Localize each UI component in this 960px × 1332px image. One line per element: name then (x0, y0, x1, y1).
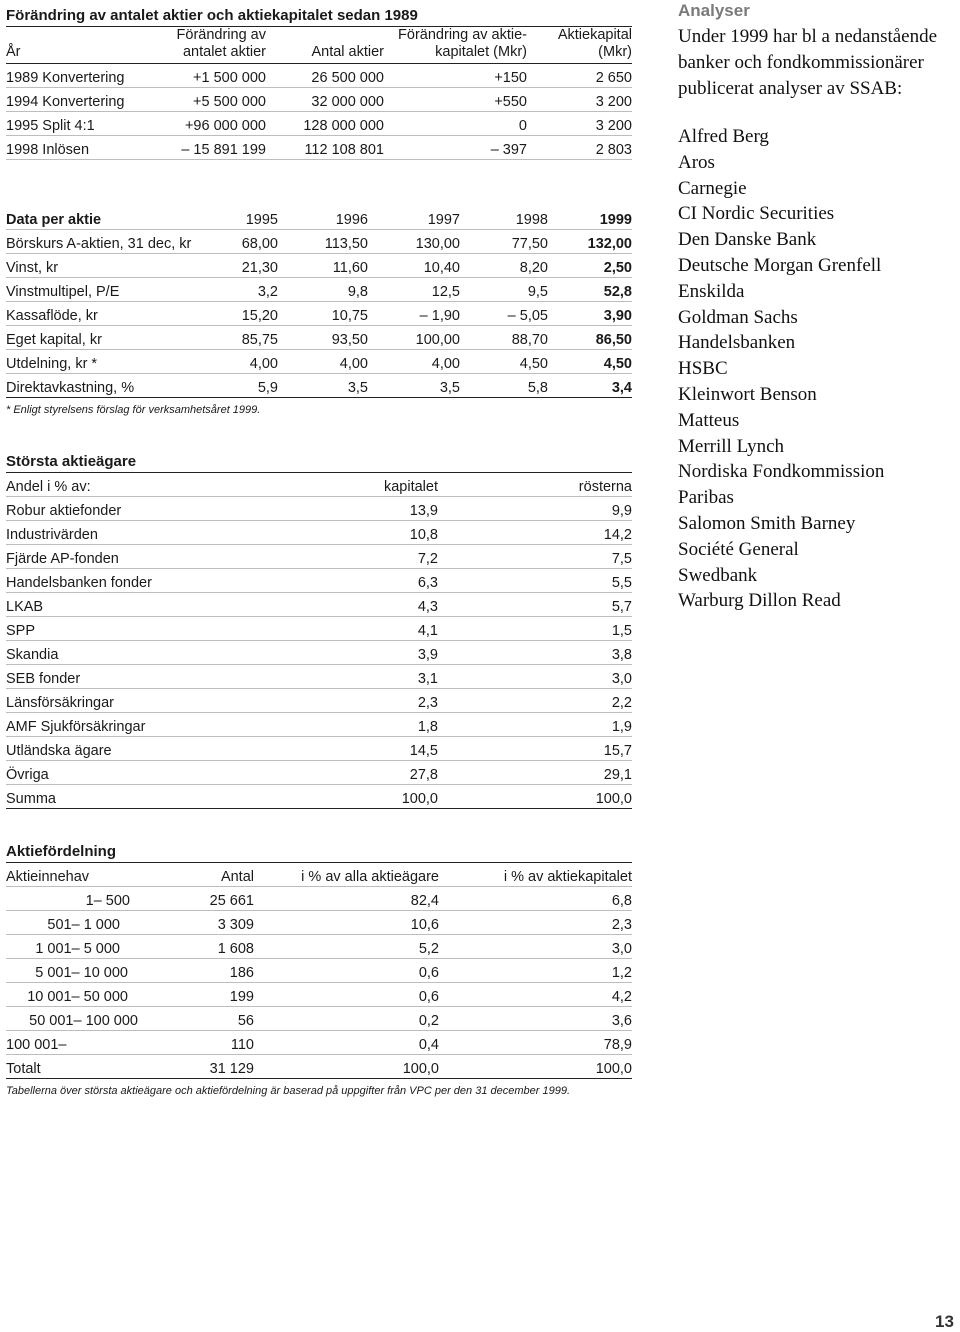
cell: Övriga (6, 761, 306, 785)
cell: Länsförsäkringar (6, 689, 306, 713)
cell: 15,20 (226, 302, 278, 326)
cell: 10,75 (278, 302, 368, 326)
per-share-table (6, 206, 632, 398)
cell: 0,6 (254, 959, 439, 983)
cell: 199 (156, 983, 254, 1007)
cell: 3 200 (527, 112, 632, 136)
bank-list (678, 124, 960, 614)
distribution-section (6, 842, 632, 1097)
list-item: Matteus (678, 409, 740, 431)
cell: 13,9 (306, 497, 438, 521)
cell: 29,1 (438, 761, 632, 785)
cell: 10,6 (254, 911, 439, 935)
table-row (6, 617, 632, 641)
list-item: Deutsche Morgan Grenfell (678, 254, 882, 276)
cell: 100,0 (306, 785, 438, 809)
cell: 1995 Split 4:1 (6, 112, 156, 136)
cell: 112 108 801 (266, 136, 384, 160)
header-num-shares: Antal aktier (266, 27, 384, 64)
table-row (6, 545, 632, 569)
list-item: Swedbank (678, 564, 758, 586)
table-row (6, 593, 632, 617)
cell: 82,4 (254, 887, 439, 911)
cell: 4,00 (278, 350, 368, 374)
cell: 4,1 (306, 617, 438, 641)
table-row (6, 350, 632, 374)
cell: 4,50 (460, 350, 548, 374)
cell: 85,75 (226, 326, 278, 350)
cell: 25 661 (156, 887, 254, 911)
cell: 8,20 (460, 254, 548, 278)
cell: 2,3 (439, 911, 632, 935)
shareholders-table (6, 473, 632, 809)
cell: 128 000 000 (266, 112, 384, 136)
list-item: Paribas (678, 487, 734, 509)
table-row (6, 1055, 632, 1079)
distribution-table (6, 863, 632, 1079)
per-share-header (6, 206, 632, 230)
shareholders-header (6, 473, 632, 497)
table-row (6, 761, 632, 785)
share-changes-section (6, 6, 632, 160)
cell: 15,7 (438, 737, 632, 761)
cell: 1998 Inlösen (6, 136, 156, 160)
cell: 68,00 (226, 230, 278, 254)
table-row (6, 521, 632, 545)
header-change-shares: Förändring av antalet aktier (156, 27, 266, 64)
cell: Industrivärden (6, 521, 306, 545)
header-capital: kapitalet (306, 473, 438, 497)
cell: 5,2 (254, 935, 439, 959)
table-row (6, 641, 632, 665)
cell: 100,0 (439, 1055, 632, 1079)
cell: 78,9 (439, 1031, 632, 1055)
header-year: År (6, 27, 156, 64)
cell: 2,50 (548, 254, 632, 278)
per-share-footnote: * Enligt styrelsens förslag för verksamhetsåret 1999. (6, 404, 261, 416)
cell: Skandia (6, 641, 306, 665)
table-row (6, 1007, 632, 1031)
header-change-capital: Förändring av aktie- kapitalet (Mkr) (384, 27, 527, 64)
cell: 12,5 (368, 278, 460, 302)
year-header: 1998 (460, 206, 548, 230)
cell: – 5,05 (460, 302, 548, 326)
table-row (6, 497, 632, 521)
cell: Totalt (6, 1055, 156, 1079)
table-row (6, 1031, 632, 1055)
cell: Vinst, kr (6, 254, 226, 278)
cell: Utdelning, kr * (6, 350, 226, 374)
table-row (6, 887, 632, 911)
table-row (6, 254, 632, 278)
list-item: Alfred Berg (678, 126, 769, 147)
list-item: Nordiska Fondkommission (678, 461, 885, 483)
cell: 88,70 (460, 326, 548, 350)
shareholders-title: Största aktieägare (6, 451, 632, 473)
cell: Eget kapital, kr (6, 326, 226, 350)
cell: Fjärde AP-fonden (6, 545, 306, 569)
cell: 26 500 000 (266, 64, 384, 88)
table-row (6, 713, 632, 737)
cell: 100 001– (6, 1031, 156, 1055)
cell: 14,2 (438, 521, 632, 545)
cell: 3,1 (306, 665, 438, 689)
list-item: Enskilda (678, 280, 745, 302)
list-item: Handelsbanken (678, 332, 796, 354)
table-row (6, 689, 632, 713)
cell: Kassaflöde, kr (6, 302, 226, 326)
cell: Direktavkastning, % (6, 374, 226, 398)
year-header: 1997 (368, 206, 460, 230)
table-row (6, 911, 632, 935)
cell: 0,6 (254, 983, 439, 1007)
table-row (6, 665, 632, 689)
cell: 3,0 (439, 935, 632, 959)
cell: 3,5 (278, 374, 368, 398)
cell: 10 001– 50 000 (6, 983, 156, 1007)
list-item: Salomon Smith Barney (678, 512, 856, 534)
cell: 100,0 (254, 1055, 439, 1079)
cell: 1,5 (438, 617, 632, 641)
cell: +550 (384, 88, 527, 112)
cell: 56 (156, 1007, 254, 1031)
cell: 7,5 (438, 545, 632, 569)
cell: 27,8 (306, 761, 438, 785)
cell: 0,4 (254, 1031, 439, 1055)
share-changes-table (6, 26, 632, 160)
list-item: Warburg Dillon Read (678, 590, 841, 612)
cell: Handelsbanken fonder (6, 569, 306, 593)
cell: Summa (6, 785, 306, 809)
cell: 3,6 (439, 1007, 632, 1031)
cell: +1 500 000 (156, 64, 266, 88)
cell: Vinstmultipel, P/E (6, 278, 226, 302)
cell: 9,9 (438, 497, 632, 521)
cell: 1 608 (156, 935, 254, 959)
cell: 0,2 (254, 1007, 439, 1031)
cell: 1,9 (438, 713, 632, 737)
cell: 100,00 (368, 326, 460, 350)
list-item: Kleinwort Benson (678, 383, 817, 405)
cell: 5,9 (226, 374, 278, 398)
cell: 0 (384, 112, 527, 136)
cell: SPP (6, 617, 306, 641)
header-holding: Aktieinnehav (6, 863, 156, 887)
cell: 1 001– 5 000 (6, 935, 156, 959)
cell: 7,2 (306, 545, 438, 569)
cell: 52,8 (548, 278, 632, 302)
cell: 110 (156, 1031, 254, 1055)
table-row (6, 230, 632, 254)
table-row (6, 983, 632, 1007)
table-row (6, 278, 632, 302)
list-item: Aros (678, 151, 715, 173)
table-row (6, 136, 632, 160)
cell: 3,2 (226, 278, 278, 302)
header-votes: rösterna (438, 473, 632, 497)
header-capital: Aktiekapital (Mkr) (527, 27, 632, 64)
header-pct-capital: i % av aktiekapitalet (439, 863, 632, 887)
cell: 3,8 (438, 641, 632, 665)
cell: 1– 500 (6, 887, 156, 911)
cell: 2 650 (527, 64, 632, 88)
cell: 50 001– 100 000 (6, 1007, 156, 1031)
cell: 1,8 (306, 713, 438, 737)
cell: 4,00 (226, 350, 278, 374)
cell: 186 (156, 959, 254, 983)
cell: 9,5 (460, 278, 548, 302)
cell: 32 000 000 (266, 88, 384, 112)
cell: 31 129 (156, 1055, 254, 1079)
table-row (6, 88, 632, 112)
analyses-title: Analyser (678, 1, 750, 20)
distribution-title: Aktiefördelning (6, 842, 632, 863)
cell: 93,50 (278, 326, 368, 350)
cell: 5,7 (438, 593, 632, 617)
share-changes-header (6, 27, 632, 64)
cell: 1,2 (439, 959, 632, 983)
cell: 3,90 (548, 302, 632, 326)
list-item: Den Danske Bank (678, 229, 817, 251)
header-label: Andel i % av: (6, 473, 306, 497)
cell: 2 803 (527, 136, 632, 160)
per-share-title: Data per aktie (6, 206, 226, 230)
list-item: CI Nordic Securities (678, 203, 835, 225)
table-row (6, 64, 632, 88)
cell: 6,3 (306, 569, 438, 593)
table-row (6, 326, 632, 350)
cell: 77,50 (460, 230, 548, 254)
cell: +150 (384, 64, 527, 88)
cell: 3 309 (156, 911, 254, 935)
cell: 5,5 (438, 569, 632, 593)
cell: 14,5 (306, 737, 438, 761)
cell: 10,8 (306, 521, 438, 545)
distribution-header (6, 863, 632, 887)
cell: LKAB (6, 593, 306, 617)
cell: 5,8 (460, 374, 548, 398)
year-header: 1999 (548, 206, 632, 230)
per-share-section (6, 206, 632, 416)
table-row (6, 112, 632, 136)
cell: 132,00 (548, 230, 632, 254)
header-count: Antal (156, 863, 254, 887)
table-row (6, 737, 632, 761)
cell: 3 200 (527, 88, 632, 112)
cell: 113,50 (278, 230, 368, 254)
list-item: Merrill Lynch (678, 435, 785, 457)
cell: 2,2 (438, 689, 632, 713)
page-number: 13 (935, 1312, 954, 1331)
cell: 86,50 (548, 326, 632, 350)
cell: 21,30 (226, 254, 278, 278)
cell: Utländska ägare (6, 737, 306, 761)
cell: 4,00 (368, 350, 460, 374)
table-row (6, 302, 632, 326)
cell: Robur aktiefonder (6, 497, 306, 521)
cell: 1994 Konvertering (6, 88, 156, 112)
cell: 6,8 (439, 887, 632, 911)
distribution-footnote: Tabellerna över största aktieägare och aktiefördelning är baserad på uppgifter från VPC per den 31 december 1999. (6, 1085, 571, 1097)
cell: 10,40 (368, 254, 460, 278)
shareholders-section (6, 451, 632, 809)
list-item: Carnegie (678, 177, 747, 199)
cell: 3,5 (368, 374, 460, 398)
cell: 5 001– 10 000 (6, 959, 156, 983)
table-row (6, 959, 632, 983)
cell: 130,00 (368, 230, 460, 254)
list-item: Goldman Sachs (678, 306, 798, 328)
cell: 9,8 (278, 278, 368, 302)
cell: SEB fonder (6, 665, 306, 689)
cell: AMF Sjukförsäkringar (6, 713, 306, 737)
cell: 501– 1 000 (6, 911, 156, 935)
cell: +96 000 000 (156, 112, 266, 136)
cell: 4,50 (548, 350, 632, 374)
table-row (6, 785, 632, 809)
year-header: 1996 (278, 206, 368, 230)
cell: – 1,90 (368, 302, 460, 326)
list-item: HSBC (678, 358, 728, 380)
analyses-intro: Under 1999 har bl a nedanstående banker och fondkommissionärer publicerat analyser av SSAB: (678, 26, 938, 99)
year-header: 1995 (226, 206, 278, 230)
cell: – 397 (384, 136, 527, 160)
cell: 1989 Konvertering (6, 64, 156, 88)
cell: 2,3 (306, 689, 438, 713)
cell: 11,60 (278, 254, 368, 278)
cell: Börskurs A-aktien, 31 dec, kr (6, 230, 226, 254)
table-row (6, 569, 632, 593)
cell: 3,9 (306, 641, 438, 665)
table-row (6, 935, 632, 959)
cell: – 15 891 199 (156, 136, 266, 160)
cell: 3,4 (548, 374, 632, 398)
table-row (6, 374, 632, 398)
cell: 4,3 (306, 593, 438, 617)
share-changes-title: Förändring av antalet aktier och aktiekapitalet sedan 1989 (6, 7, 418, 24)
header-pct-holders: i % av alla aktieägare (254, 863, 439, 887)
list-item: Société General (678, 538, 799, 560)
analyses-section (678, 0, 960, 614)
cell: 100,0 (438, 785, 632, 809)
cell: 4,2 (439, 983, 632, 1007)
cell: +5 500 000 (156, 88, 266, 112)
cell: 3,0 (438, 665, 632, 689)
